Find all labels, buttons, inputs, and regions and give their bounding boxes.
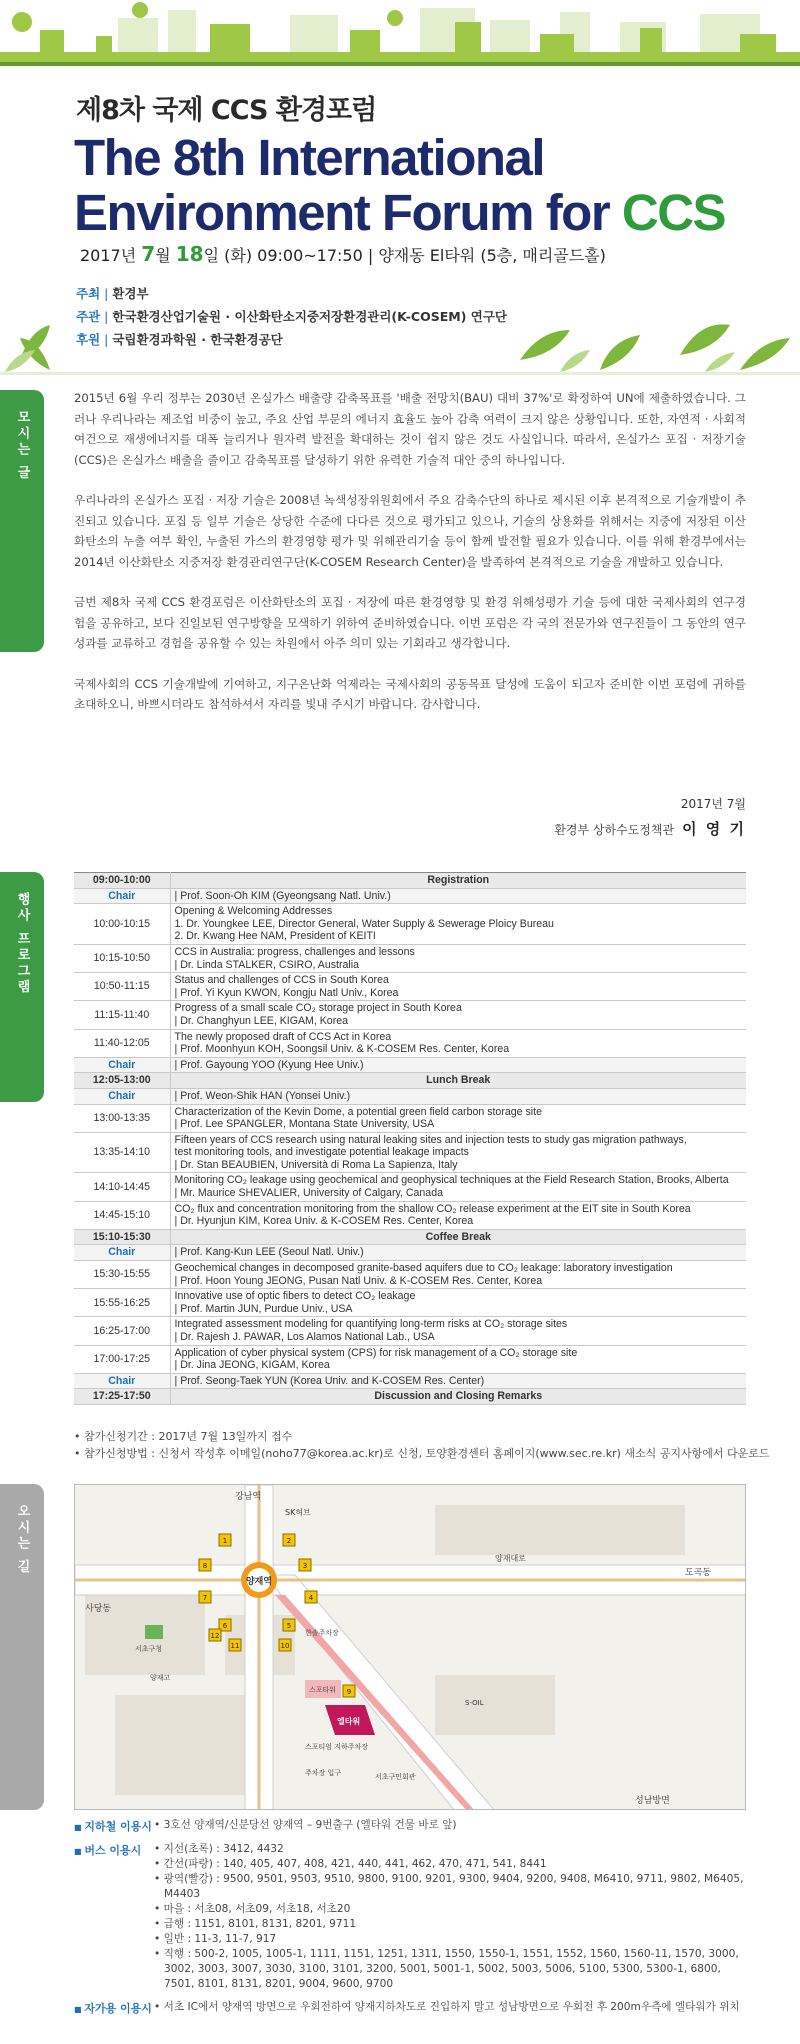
- date-month: 7: [141, 242, 156, 266]
- forum-title: [74, 130, 725, 240]
- date-year: 2017년: [80, 246, 142, 265]
- program-time: 10:15-10:50: [74, 944, 170, 972]
- transport-label: ■ 지하철 이용시: [74, 1818, 154, 1834]
- program-description: [170, 1104, 746, 1132]
- subway-exit-number: 3: [302, 1562, 308, 1570]
- map-label-soil: S-OIL: [465, 1699, 484, 1707]
- program-line: | Prof. Hoon Young JEONG, Pusan Natl Univ. & K-COSEM Res. Center, Korea: [174, 1274, 543, 1287]
- program-row-talk: [74, 1345, 746, 1373]
- program-line: CCS in Australia: progress, challenges and lessons: [174, 945, 415, 958]
- map-label-parking: 주차장 입구: [305, 1769, 342, 1777]
- map-label-yangjae-station: 양재역: [245, 1577, 273, 1587]
- map-label-gangnam: 강남역: [235, 1492, 262, 1502]
- program-description: [170, 1373, 746, 1389]
- subway-exit-number: 5: [286, 1622, 292, 1630]
- program-time: 15:55-16:25: [74, 1289, 170, 1317]
- program-description: Registration: [170, 873, 746, 889]
- program-description: [170, 944, 746, 972]
- program-line: | Mr. Maurice SHEVALIER, University of Calgary, Canada: [174, 1187, 443, 1200]
- program-line: 1. Dr. Youngkee LEE, Director General, Water Supply & Sewerage Ploicy Bureau: [174, 917, 554, 930]
- program-line: | Dr. Rajesh J. PAWAR, Los Alamos National Lab., USA: [174, 1331, 435, 1343]
- map-label-hanseo: 한솔주차장: [305, 1629, 339, 1637]
- program-row-talk: [74, 1201, 746, 1229]
- program-time: 16:25-17:00: [74, 1317, 170, 1345]
- program-description: [170, 1261, 746, 1289]
- map-label-yangjae-hall: 양재고: [150, 1674, 171, 1682]
- program-row-talk: [74, 1029, 746, 1057]
- program-description: [170, 1001, 746, 1029]
- program-line: | Prof. Gayoung YOO (Kyung Hee Univ.): [174, 1058, 364, 1071]
- signature-date: 2017년 7월: [680, 797, 746, 811]
- program-row-talk: [74, 944, 746, 972]
- event-date-location: [80, 242, 606, 266]
- program-row-talk: [74, 1001, 746, 1029]
- program-line: test monitoring tools, and investigate potential leakage impacts: [174, 1146, 469, 1159]
- program-time: 12:05-13:00: [74, 1073, 170, 1089]
- invitation-paragraph-2: 우리나라의 온실가스 포집 · 저장 기술은 2008년 녹색성장위원회에서 주요 감축수단의 하나로 제시된 이후 본격적으로 기술개발이 추진되고 있습니다. 포집 등 일부 기술은 상당한 수준에 다다른 것으로 평가되고 있으나, 기술의 상용화를 위해서는 지중에 저장된 이산화탄소의 누출 여부 확인, 누출된 가스의 환경영향 평가 및 위해관리기술 등이 함께 발전할 필요가 있습니다. 이를 위해 환경부에서는 2014년 이산화탄소 지중저장 환경관리연구단(K-COSEM Research Center)을 발족하여 본격적으로 기술을 개발하고 있습니다.: [74, 493, 746, 569]
- subway-exit-number: 8: [202, 1562, 208, 1570]
- program-row-chair: [74, 888, 746, 904]
- title-ccs: CCS: [621, 184, 726, 241]
- program-row-talk: [74, 1289, 746, 1317]
- program-time: 14:10-14:45: [74, 1173, 170, 1201]
- program-time: 11:15-11:40: [74, 1001, 170, 1029]
- program-line: | Prof. Weon-Shik HAN (Yonsei Univ.): [174, 1089, 351, 1102]
- subway-exit-number: 12: [210, 1632, 220, 1640]
- transport-row: [74, 1818, 746, 1834]
- map-drawing: [75, 1485, 746, 1810]
- map-label-dogok: 도곡동: [685, 1568, 712, 1578]
- signer: [554, 817, 746, 843]
- program-description: [170, 973, 746, 1001]
- transport-details: [154, 2000, 746, 2016]
- map-label-el-tower: 엘타워: [337, 1717, 361, 1726]
- program-row-talk: [74, 1261, 746, 1289]
- program-row-talk: [74, 1132, 746, 1173]
- program-row-head: [74, 1229, 746, 1245]
- program-description: [170, 1057, 746, 1073]
- signer-title: 환경부 상하수도정책관: [554, 823, 675, 837]
- subway-exit-number: 1: [222, 1537, 228, 1545]
- map-label-seongnam: 성남방면: [635, 1796, 670, 1806]
- program-time: Chair: [74, 1088, 170, 1104]
- program-row-talk: [74, 973, 746, 1001]
- city-skyline-illustration: [0, 0, 800, 75]
- registration-period: • 참가신청기간 : 2017년 7월 13일까지 접수: [74, 1430, 293, 1443]
- program-description: [170, 1317, 746, 1345]
- program-time: 11:40-12:05: [74, 1029, 170, 1057]
- organizer-host: 주최 | 환경부: [76, 286, 149, 301]
- tab-directions: 오시는 길: [0, 1484, 44, 1810]
- program-description: [170, 1029, 746, 1057]
- forum-subtitle-korean: 제8차 국제 CCS 환경포럼: [76, 95, 377, 126]
- map-label-st-tower: 스포타워: [309, 1686, 337, 1694]
- signature-block: [554, 792, 746, 843]
- program-row-talk: [74, 1317, 746, 1345]
- location-map: [74, 1484, 746, 1810]
- transport-line: • 일반 : 11-3, 11-7, 917: [154, 1932, 746, 1947]
- program-line: Progress of a small scale CO₂ storage project in South Korea: [174, 1002, 462, 1015]
- subway-exit-number: 6: [222, 1622, 228, 1630]
- program-line: Opening & Welcoming Addresses: [174, 905, 333, 918]
- program-row-head: [74, 873, 746, 889]
- program-time: 17:00-17:25: [74, 1345, 170, 1373]
- program-description: [170, 1245, 746, 1261]
- program-row-chair: [74, 1245, 746, 1261]
- subway-exit-number: 7: [202, 1594, 208, 1602]
- transport-line: • 지선(초록) : 3412, 4432: [154, 1842, 746, 1857]
- program-line: Fifteen years of CCS research using natural leaking sites and injection tests to study gas migration pathways,: [174, 1133, 687, 1146]
- program-line: | Prof. Lee SPANGLER, Montana State University, USA: [174, 1118, 435, 1131]
- transport-line: • 직행 : 500-2, 1005, 1005-1, 1111, 1151, 1251, 1311, 1550, 1550-1, 1551, 1552, 1560, 1560-11, 1570, 3000, 3002, 3003, 3007, 3030, 3100, 3101, 3200, 5001, 5001-1, 5002, 5003, 5006, 5100, 5300, 5300-1, 6800, 7501, 8101, 8131, 8201, 9004, 9600, 9700: [154, 1947, 746, 1992]
- organizer-managed: 주관 | 한국환경산업기술원 · 이산화탄소지중저장환경관리(K-COSEM) 연구단: [76, 309, 508, 324]
- program-row-talk: [74, 1173, 746, 1201]
- program-description: Discussion and Closing Remarks: [170, 1389, 746, 1405]
- program-line: Status and challenges of CCS in South Korea: [174, 974, 389, 987]
- subway-exit-number: 4: [308, 1594, 314, 1602]
- program-line: | Prof. Yi Kyun KWON, Kongju Natl Univ., Korea: [174, 986, 399, 999]
- program-line: The newly proposed draft of CCS Act in Korea: [174, 1030, 392, 1043]
- tab-program: 행사 프로그램: [0, 872, 44, 1102]
- map-label-seocho-hall: 서초구민회관: [375, 1773, 416, 1781]
- signer-name: 이 영 기: [682, 820, 746, 838]
- program-line: | Dr. Stan BEAUBIEN, Università di Roma La Sapienza, Italy: [174, 1158, 458, 1171]
- map-label-sadang: 사당동: [85, 1604, 112, 1614]
- transport-row: [74, 2000, 746, 2016]
- transport-line: • 3호선 양재역/신분당선 양재역 – 9번출구 (엘타워 건물 바로 앞): [154, 1818, 746, 1833]
- map-label-seocho-office: 서초구청: [135, 1645, 163, 1653]
- title-line-2a: Environment Forum for: [74, 184, 622, 241]
- invitation-text: [74, 388, 746, 735]
- program-line: | Prof. Martin JUN, Purdue Univ., USA: [174, 1302, 353, 1315]
- program-time: 13:00-13:35: [74, 1104, 170, 1132]
- date-day: 18: [175, 242, 204, 266]
- program-row-head: [74, 1389, 746, 1405]
- program-line: Characterization of the Kevin Dome, a potential green field carbon storage site: [174, 1105, 542, 1118]
- program-line: | Dr. Jina JEONG, KIGAM, Korea: [174, 1359, 330, 1372]
- program-line: | Prof. Moonhyun KOH, Soongsil Univ. & K-COSEM Res. Center, Korea: [174, 1043, 510, 1056]
- subway-exit-number: 2: [286, 1537, 292, 1545]
- transport-row: [74, 1842, 746, 1992]
- transport-details: [154, 1818, 746, 1834]
- program-row-chair: [74, 1057, 746, 1073]
- program-line: Geochemical changes in decomposed granite-based aquifers due to CO₂ leakage: laboratory investigation: [174, 1262, 673, 1275]
- program-line: | Dr. Changhyun LEE, KIGAM, Korea: [174, 1014, 349, 1027]
- program-time: 13:35-14:10: [74, 1132, 170, 1173]
- program-time: 14:45-15:10: [74, 1201, 170, 1229]
- program-description: [170, 1088, 746, 1104]
- subway-exit-number: 11: [230, 1642, 240, 1650]
- date-month-unit: 월: [155, 246, 176, 265]
- registration-notes: [74, 1428, 770, 1462]
- program-time: 09:00-10:00: [74, 873, 170, 889]
- transport-line: • 광역(빨강) : 9500, 9501, 9503, 9510, 9800, 9100, 9201, 9300, 9404, 9200, 9408, M6410, 9711, 9802, M6405, M4403: [154, 1872, 746, 1902]
- program-line: Innovative use of optic fibers to detect CO₂ leakage: [174, 1290, 416, 1303]
- program-time: 10:50-11:15: [74, 973, 170, 1001]
- transport-line: • 급행 : 1151, 8101, 8131, 8201, 9711: [154, 1917, 746, 1932]
- subway-exit-number: 9: [346, 1688, 352, 1696]
- program-description: [170, 888, 746, 904]
- program-description: [170, 1345, 746, 1373]
- program-description: [170, 1132, 746, 1173]
- program-time: Chair: [74, 1057, 170, 1073]
- program-row-head: [74, 1073, 746, 1089]
- map-label-sk: SK허브: [285, 1508, 311, 1517]
- invitation-paragraph-3: 금번 제8차 국제 CCS 환경포럼은 이산화탄소의 포집 · 저장에 따른 환경영향 및 환경 위해성평가 기술 등에 대한 국제사회의 연구경험을 공유하고, 보다 진일보된 연구방향을 모색하기 위하여 준비하였습니다. 이번 포럼은 각 국의 전문가와 연구진들이 그 동안의 연구 성과를 교류하고 경험을 공유할 수 있는 차원에서 아주 의미 있는 기회라고 생각합니다.: [74, 595, 746, 650]
- transport-info: [74, 1818, 746, 2024]
- transport-line: • 마을 : 서초08, 서초09, 서초18, 서초20: [154, 1902, 746, 1917]
- title-line-2: [74, 185, 725, 240]
- program-row-talk: [74, 904, 746, 945]
- program-time: Chair: [74, 1373, 170, 1389]
- transport-line: • 간선(파랑) : 140, 405, 407, 408, 421, 440, 441, 462, 470, 471, 541, 8441: [154, 1857, 746, 1872]
- program-line: CO₂ flux and concentration monitoring from the shallow CO₂ release experiment at the EIT site in South Korea: [174, 1202, 691, 1215]
- map-label-yangjae-road: 양재대로: [495, 1554, 526, 1563]
- program-line: 2. Dr. Kwang Hee NAM, President of KEITI: [174, 930, 376, 943]
- program-time: Chair: [74, 1245, 170, 1261]
- program-description: [170, 1289, 746, 1317]
- subway-exit-number: 10: [280, 1642, 290, 1650]
- program-line: | Prof. Soon-Oh KIM (Gyeongsang Natl. Univ.): [174, 889, 391, 902]
- program-row-chair: [74, 1088, 746, 1104]
- invitation-paragraph-4: 국제사회의 CCS 기술개발에 기여하고, 지구온난화 억제라는 국제사회의 공동목표 달성에 도움이 되고자 준비한 이번 포럼에 귀하를 초대하오니, 바쁘시더라도 참석하셔서 자리를 빛내 주시기 바랍니다. 감사합니다.: [74, 676, 746, 711]
- program-line: | Prof. Seong-Taek YUN (Korea Univ. and K-COSEM Res. Center): [174, 1374, 485, 1387]
- program-description: Lunch Break: [170, 1073, 746, 1089]
- registration-method: • 참가신청방법 : 신청서 작성후 이메일(noho77@korea.ac.kr)로 신청, 토양환경센터 홈페이지(www.sec.re.kr) 새소식 공지사항에서 다운로드: [74, 1447, 770, 1460]
- program-row-talk: [74, 1104, 746, 1132]
- header: [0, 0, 800, 375]
- program-line: | Prof. Kang-Kun LEE (Seoul Natl. Univ.): [174, 1246, 364, 1259]
- program-description: [170, 904, 746, 945]
- program-description: [170, 1201, 746, 1229]
- program-line: | Dr. Hyunjun KIM, Korea Univ. & K-COSEM Res. Center, Korea: [174, 1215, 474, 1228]
- map-label-sophie: 스포티엄 지하주차장: [305, 1743, 369, 1751]
- program-time: 15:30-15:55: [74, 1261, 170, 1289]
- sprout-decoration: [0, 300, 800, 375]
- organizer-sponsor: 후원 | 국립환경과학원 · 한국환경공단: [76, 332, 283, 347]
- program-line: Integrated assessment modeling for quantifying long-term risks at CO₂ storage sites: [174, 1318, 568, 1331]
- program-time: 15:10-15:30: [74, 1229, 170, 1245]
- transport-line: • 서초 IC에서 양재역 방면으로 우회전하여 양재지하차도로 진입하지 말고 성남방면으로 우회전 후 200m우측에 엘타워가 위치: [154, 2000, 746, 2015]
- transport-label: ■ 자가용 이용시: [74, 2000, 154, 2016]
- program-table: [74, 872, 746, 1405]
- program-line: Monitoring CO₂ leakage using geochemical and geophysical techniques at the Field Research Station, Brooks, Alberta: [174, 1174, 729, 1187]
- program-line: | Dr. Linda STALKER, CSIRO, Australia: [174, 958, 359, 971]
- program-description: [170, 1173, 746, 1201]
- program-line: Application of cyber physical system (CPS) for risk management of a CO₂ storage site: [174, 1346, 578, 1359]
- title-line-1: The 8th International: [74, 129, 545, 186]
- transport-details: [154, 1842, 746, 1992]
- program-description: Coffee Break: [170, 1229, 746, 1245]
- date-rest: 일 (화) 09:00~17:50 | 양재동 El타워 (5층, 매리골드홀): [203, 246, 606, 265]
- program-row-chair: [74, 1373, 746, 1389]
- program-time: 17:25-17:50: [74, 1389, 170, 1405]
- program-time: 10:00-10:15: [74, 904, 170, 945]
- program-time: Chair: [74, 888, 170, 904]
- tab-invitation: 모시는 글: [0, 390, 44, 652]
- transport-label: ■ 버스 이용시: [74, 1842, 154, 1992]
- invitation-paragraph-1: 2015년 6월 우리 정부는 2030년 온실가스 배출량 감축목표를 '배출 전망치(BAU) 대비 37%'로 확정하여 UN에 제출하였습니다. 그러나 우리나라는 제조업 비중이 높고, 주요 산업 부문의 에너지 효율도 높아 감축 여력이 크지 않은 상황입니다. 또한, 자연적 · 사회적 여건으로 재생에너지를 대폭 늘리거나 원자력 발전을 확대하는 것이 쉽지 않은 것도 사실입니다. 따라서, 온실가스 포집 · 저장기술(CCS)은 온실가스 배출을 줄이고 감축목표를 달성하기 위한 유력한 기술적 대안 중의 하나입니다.: [74, 391, 746, 467]
